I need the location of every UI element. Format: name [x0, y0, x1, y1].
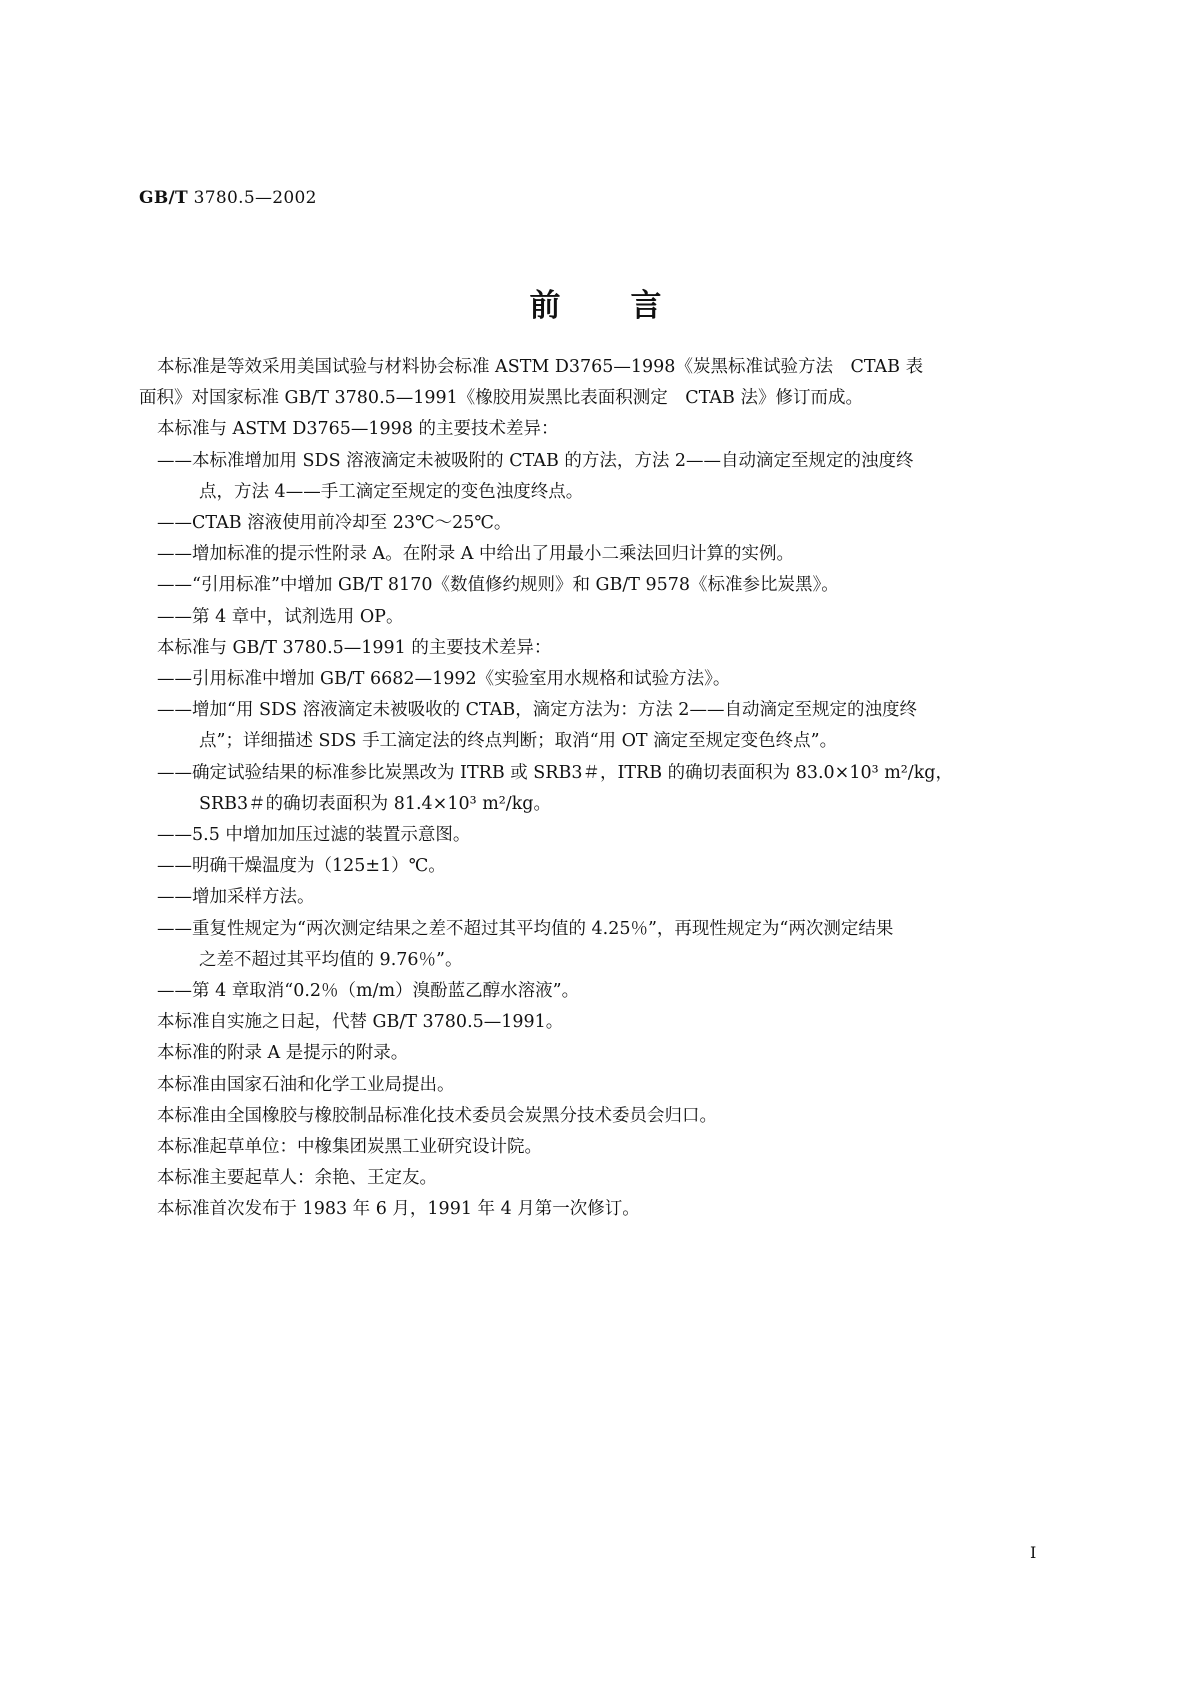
dash-item-line: ——第 4 章取消“0.2％（m/m）溴酚蓝乙醇水溶液”。	[157, 981, 580, 1002]
dash-item-line: ——CTAB 溶液使用前冷却至 23℃～25℃。	[157, 513, 512, 534]
paragraph-line: 本标准与 ASTM D3765—1998 的主要技术差异：	[157, 419, 559, 440]
dash-item-line: ——明确干燥温度为（125±1）℃。	[157, 856, 446, 877]
dash-item-line: ——第 4 章中，试剂选用 OP。	[157, 606, 404, 627]
dash-item-line: 点，方法 4——手工滴定至规定的变色浊度终点。	[199, 481, 584, 502]
standard-prefix: GB/T	[139, 188, 188, 208]
paragraph-line: 本标准是等效采用美国试验与材料协会标准 ASTM D3765—1998《炭黑标准试验方法 CTAB 表	[157, 357, 924, 377]
paragraph-line: 本标准与 GB/T 3780.5—1991 的主要技术差异：	[157, 637, 552, 658]
standard-code	[139, 188, 317, 208]
paragraph-line: 本标准的附录 A 是提示的附录。	[157, 1043, 409, 1064]
paragraph-line: 本标准主要起草人：余艳、王定友。	[157, 1168, 437, 1189]
preface-body	[139, 352, 1055, 1226]
dash-item-line: SRB3＃的确切表面积为 81.4×10³ m²/kg。	[199, 793, 552, 814]
dash-item-line: ——引用标准中增加 GB/T 6682—1992《实验室用水规格和试验方法》。	[157, 669, 731, 690]
dash-item-line: ——增加采样方法。	[157, 887, 315, 908]
page-title: 前言	[529, 288, 732, 324]
dash-item-line: ——增加“用 SDS 溶液滴定未被吸收的 CTAB，滴定方法为：方法 2——自动滴定至规定的浊度终	[157, 700, 917, 721]
standard-number: 3780.5—2002	[193, 188, 317, 208]
paragraph-line: 本标准由全国橡胶与橡胶制品标准化技术委员会炭黑分技术委员会归口。	[157, 1105, 717, 1126]
paragraph-line: 本标准起草单位：中橡集团炭黑工业研究设计院。	[157, 1137, 542, 1158]
dash-item-line: ——5.5 中增加加压过滤的装置示意图。	[157, 825, 471, 846]
dash-item-line: ——重复性规定为“两次测定结果之差不超过其平均值的 4.25％”，再现性规定为“两次测定结果	[157, 918, 894, 939]
paragraph-line: 本标准首次发布于 1983 年 6 月，1991 年 4 月第一次修订。	[157, 1199, 640, 1220]
paragraph-line: 面积》对国家标准 GB/T 3780.5—1991《橡胶用炭黑比表面积测定 CTAB 法》修订而成。	[139, 388, 863, 409]
dash-item-line: ——确定试验结果的标准参比炭黑改为 ITRB 或 SRB3＃，ITRB 的确切表面积为 83.0×10³ m²/kg，	[157, 762, 954, 783]
dash-item-line: ——本标准增加用 SDS 溶液滴定未被吸附的 CTAB 的方法，方法 2——自动滴定至规定的浊度终	[157, 450, 914, 471]
paragraph-line: 本标准自实施之日起，代替 GB/T 3780.5—1991。	[157, 1012, 564, 1033]
paragraph-line: 本标准由国家石油和化学工业局提出。	[157, 1074, 455, 1095]
page-number: I	[1030, 1543, 1037, 1562]
dash-item-line: 点”；详细描述 SDS 手工滴定法的终点判断；取消“用 OT 滴定至规定变色终点”。	[199, 731, 838, 752]
dash-item-line: ——增加标准的提示性附录 A。在附录 A 中给出了用最小二乘法回归计算的实例。	[157, 544, 794, 565]
dash-item-line: 之差不超过其平均值的 9.76％”。	[199, 949, 463, 970]
dash-item-line: ——“引用标准”中增加 GB/T 8170《数值修约规则》和 GB/T 9578《标准参比炭黑》。	[157, 575, 839, 596]
